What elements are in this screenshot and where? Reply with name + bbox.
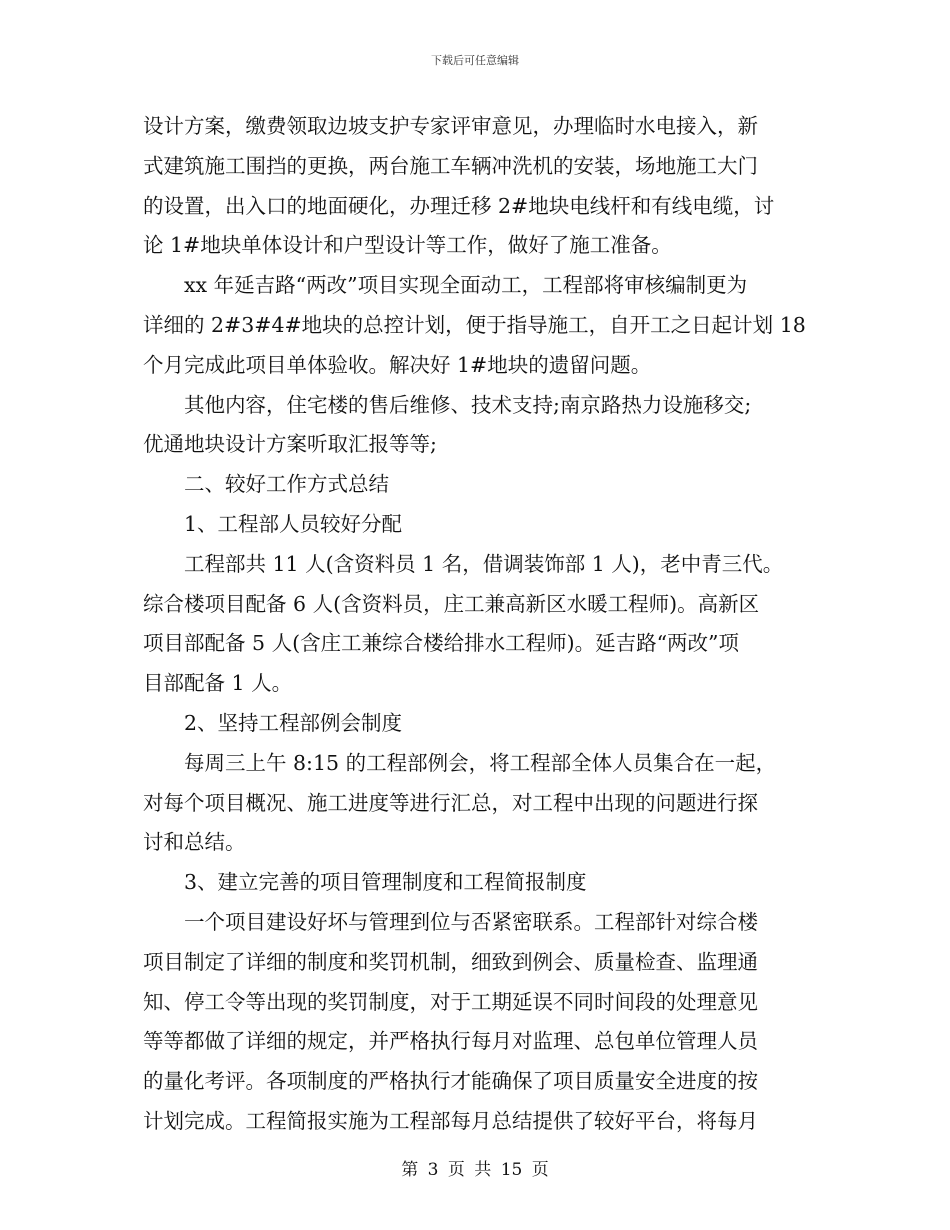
text-line: 设计方案，缴费领取边坡支护专家评审意见，办理临时水电接入，新 xyxy=(143,114,758,138)
document-body xyxy=(143,107,806,1142)
text-line: 个月完成此项目单体验收。解决好 1#地块的遗留问题。 xyxy=(143,352,652,377)
text-line: 优通地块设计方案听取汇报等等; xyxy=(143,432,437,457)
text-line: 目部配备 1 人。 xyxy=(143,671,293,696)
text-line: 每周三上午 8:15 的工程部例会，将工程部全体人员集合在一起， xyxy=(143,750,777,775)
text-line: 详细的 2#3#4#地块的总控计划，便于指导施工，自开工之日起计划 18 xyxy=(143,312,806,337)
text-line: 的设置，出入口的地面硬化，办理迁移 2#地块电线杆和有线电缆，讨 xyxy=(143,193,775,218)
text-line: 论 1#地块单体设计和户型设计等工作，做好了施工准备。 xyxy=(143,233,672,258)
subsection-heading: 1、工程部人员较好分配 xyxy=(143,511,403,536)
section-heading: 二、较好工作方式总结 xyxy=(143,472,389,497)
text-line: 一个项目建设好坏与管理到位与否紧密联系。工程部针对综合楼 xyxy=(143,909,758,934)
text-line: 式建筑施工围挡的更换，两台施工车辆冲洗机的安装，场地施工大门 xyxy=(143,153,758,178)
text-line: 项目制定了详细的制度和奖罚机制，细致到例会、质量检查、监理通 xyxy=(143,949,758,974)
text-line: 的量化考评。各项制度的严格执行才能确保了项目质量安全进度的按 xyxy=(143,1069,758,1094)
text-line: 计划完成。工程简报实施为工程部每月总结提供了较好平台，将每月 xyxy=(143,1108,758,1133)
text-line: xx 年延吉路“两改”项目实现全面动工，工程部将审核编制更为 xyxy=(143,273,748,298)
text-line: 讨和总结。 xyxy=(143,830,246,855)
text-line: 对每个项目概况、施工进度等进行汇总，对工程中出现的问题进行探 xyxy=(143,790,758,815)
text-line: 其他内容，住宅楼的售后维修、技术支持;南京路热力设施移交; xyxy=(143,392,752,417)
text-line: 工程部共 11 人(含资料员 1 名，借调装饰部 1 人)，老中青三代。 xyxy=(143,551,784,576)
text-line: 等等都做了详细的规定，并严格执行每月对监理、总包单位管理人员 xyxy=(143,1029,758,1054)
subsection-heading: 2、坚持工程部例会制度 xyxy=(143,710,403,735)
page-number-footer: 第 3 页 共 15 页 xyxy=(401,1160,549,1180)
subsection-heading: 3、建立完善的项目管理制度和工程简报制度 xyxy=(143,870,587,895)
text-line: 项目部配备 5 人(含庄工兼综合楼给排水工程师)。延吉路“两改”项 xyxy=(143,631,740,656)
text-line: 知、停工令等出现的奖罚制度，对于工期延误不同时间段的处理意见 xyxy=(143,989,758,1014)
page-header: 下载后可任意编辑 xyxy=(431,54,519,67)
text-line: 综合楼项目配备 6 人(含资料员，庄工兼高新区水暖工程师)。高新区 xyxy=(143,591,760,616)
